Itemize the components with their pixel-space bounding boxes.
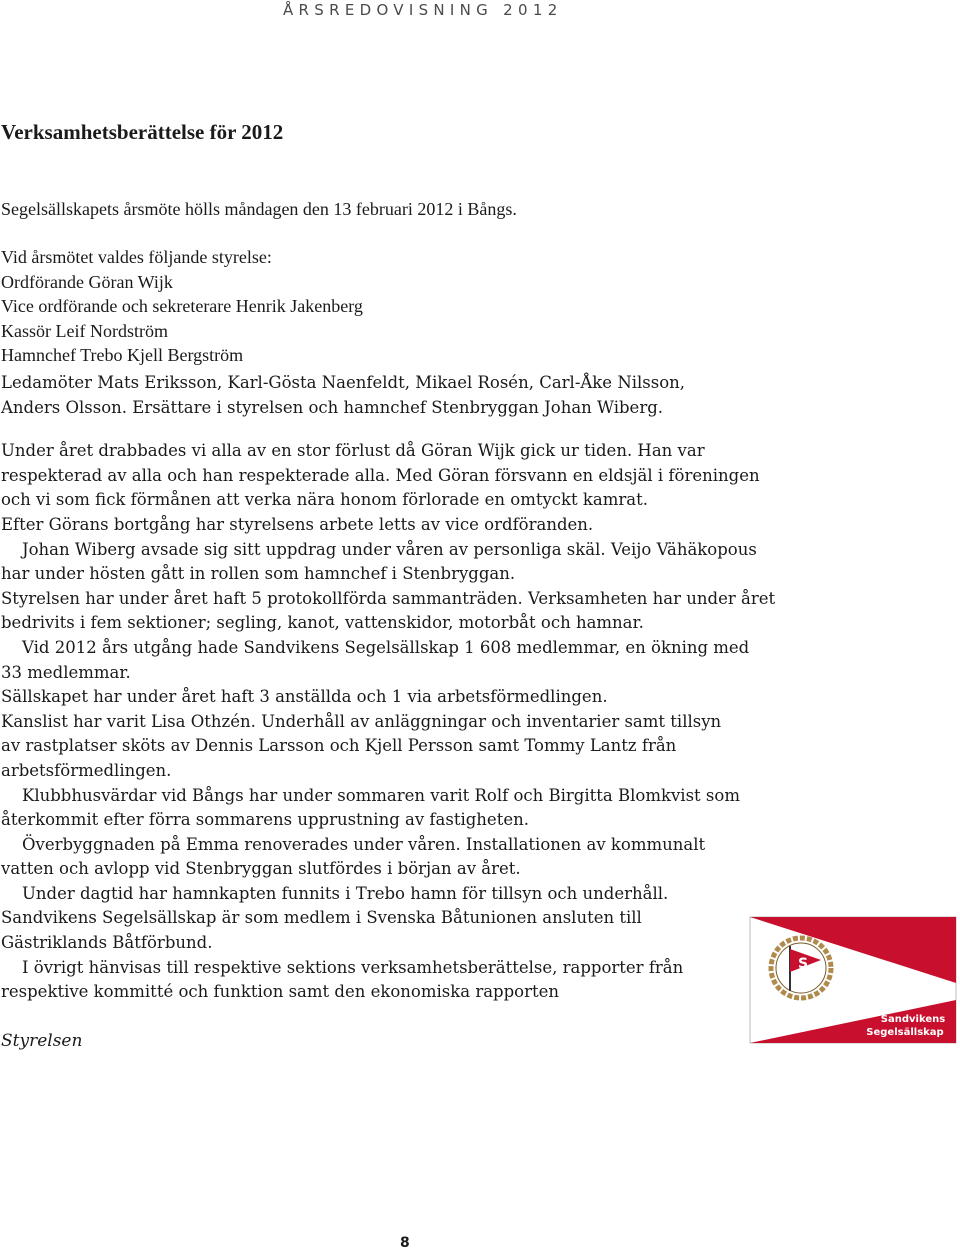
body-line: Ledamöter Mats Eriksson, Karl-Gösta Naenfeldt, Mikael Rosén, Carl-Åke Nilsson, — [1, 373, 686, 392]
body-line: Anders Olsson. Ersättare i styrelsen och hamnchef Stenbryggan Johan Wiberg. — [1, 397, 664, 417]
body-line: bedrivits i fem sektioner; segling, kanot, vattenskidor, motorbåt och hamnar. — [1, 613, 644, 633]
club-pennant-flag — [749, 916, 957, 1044]
body-line: Sandvikens Segelsällskap är som medlem i Svenska Båtunionen ansluten till — [1, 908, 642, 928]
body-line: Överbyggnaden på Emma renoverades under våren. Installationen av kommunalt — [22, 834, 706, 854]
body-line: Klubbhusvärdar vid Bångs har under sommaren varit Rolf och Birgitta Blomkvist som — [22, 785, 740, 805]
body-line: av rastplatser sköts av Dennis Larsson och Kjell Persson samt Tommy Lantz från — [1, 736, 677, 756]
running-header: ÅRSREDOVISNING 2012 — [283, 1, 563, 19]
body-line: 33 medlemmar. — [1, 662, 131, 682]
emblem-letter: S — [798, 956, 809, 972]
body-line: respekterad av alla och han respekterade alla. Med Göran försvann en eldsjäl i föreningen — [1, 465, 760, 485]
report-body — [1, 371, 801, 1005]
body-line: Styrelsen har under året haft 5 protokollförda sammanträden. Verksamheten har under året — [1, 588, 776, 608]
body-line: Johan Wiberg avsade sig sitt uppdrag under våren av personliga skäl. Veijo Vähäkopous — [22, 539, 757, 559]
body-line: Under dagtid har hamnkapten funnits i Trebo hamn för tillsyn och underhåll. — [22, 883, 669, 903]
body-line: Sällskapet har under året haft 3 anställda och 1 via arbetsförmedlingen. — [1, 687, 608, 707]
body-line: arbetsförmedlingen. — [1, 760, 172, 780]
body-line: Gästriklands Båtförbund. — [1, 933, 213, 953]
body-line: vatten och avlopp vid Stenbryggan slutfördes i början av året. — [1, 859, 521, 879]
signature: Styrelsen — [1, 1031, 83, 1051]
board-list — [1, 245, 363, 368]
board-line: Hamnchef Trebo Kjell Bergström — [1, 345, 244, 365]
body-line: Under året drabbades vi alla av en stor förlust då Göran Wijk gick ur tiden. Han var — [1, 441, 705, 461]
intro-paragraph: Segelsällskapets årsmöte hölls måndagen den 13 februari 2012 i Bångs. — [1, 199, 517, 219]
board-line: Kassör Leif Nordström — [1, 320, 168, 341]
body-line: Kanslist har varit Lisa Othzén. Underhåll av anläggningar och inventarier samt tillsyn — [1, 711, 722, 731]
body-line: I övrigt hänvisas till respektive sektions verksamhetsberättelse, rapporter från — [22, 957, 684, 977]
body-line: återkommit efter förra sommarens upprustning av fastigheten. — [1, 810, 529, 830]
body-line: har under hösten gått in rollen som hamnchef i Stenbryggan. — [1, 564, 516, 584]
body-line: och vi som fick förmånen att verka nära honom förlorade en omtyckt kamrat. — [1, 490, 648, 510]
flag-label-line2: Segelsällskap — [866, 1027, 944, 1038]
body-line: respektive kommitté och funktion samt den ekonomiska rapporten — [1, 982, 560, 1002]
board-line: Vid årsmötet valdes följande styrelse: — [1, 247, 272, 267]
page-number: 8 — [400, 1235, 410, 1251]
body-line: Efter Görans bortgång har styrelsens arbete letts av vice ordföranden. — [1, 514, 594, 534]
board-line: Vice ordförande och sekreterare Henrik Jakenberg — [1, 296, 363, 316]
body-line: Vid 2012 års utgång hade Sandvikens Segelsällskap 1 608 medlemmar, en ökning med — [22, 637, 750, 657]
board-line: Ordförande Göran Wijk — [1, 271, 173, 292]
page-title: Verksamhetsberättelse för 2012 — [1, 120, 284, 144]
flag-label-line1: Sandvikens — [880, 1014, 946, 1025]
paragraph-gap — [1, 420, 801, 439]
